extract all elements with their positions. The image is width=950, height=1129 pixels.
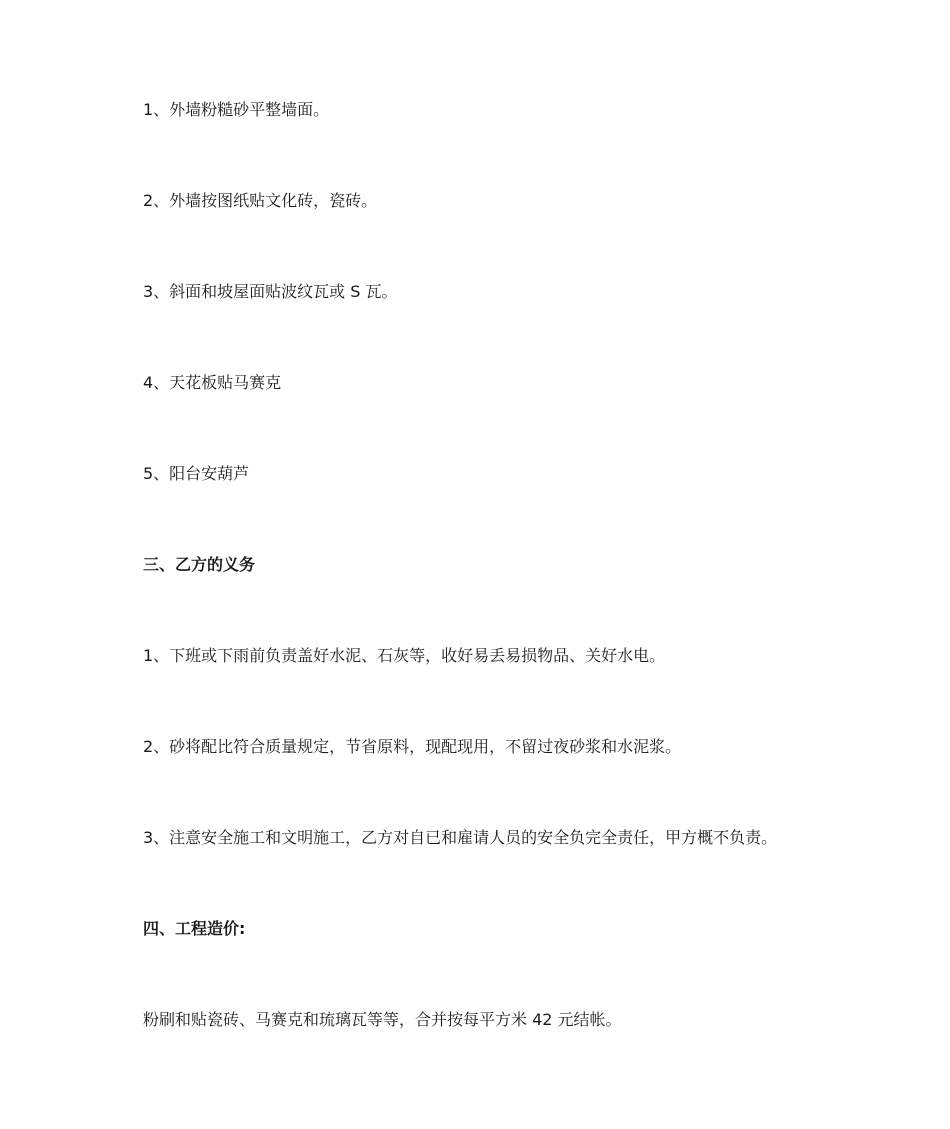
list-item: 1、下班或下雨前负责盖好水泥、石灰等，收好易丢易损物品、关好水电。 xyxy=(143,646,666,665)
list-item: 3、注意安全施工和文明施工，乙方对自已和雇请人员的安全负完全责任，甲方概不负责。 xyxy=(143,828,778,847)
list-item: 3、斜面和坡屋面贴波纹瓦或 S 瓦。 xyxy=(143,282,398,301)
list-item: 1、外墙粉糙砂平整墙面。 xyxy=(143,100,330,119)
list-item: 2、外墙按图纸贴文化砖，瓷砖。 xyxy=(143,191,378,210)
section-heading-cost: 四、工程造价: xyxy=(143,919,246,938)
list-item: 5、阳台安葫芦 xyxy=(143,464,250,483)
section-heading-obligations: 三、乙方的义务 xyxy=(143,555,256,574)
list-item: 2、砂将配比符合质量规定，节省原料，现配现用，不留过夜砂浆和水泥浆。 xyxy=(143,737,682,756)
list-item: 4、天花板贴马赛克 xyxy=(143,373,282,392)
paragraph: 粉刷和贴瓷砖、马赛克和琉璃瓦等等，合并按每平方米 42 元结帐。 xyxy=(143,1010,622,1029)
